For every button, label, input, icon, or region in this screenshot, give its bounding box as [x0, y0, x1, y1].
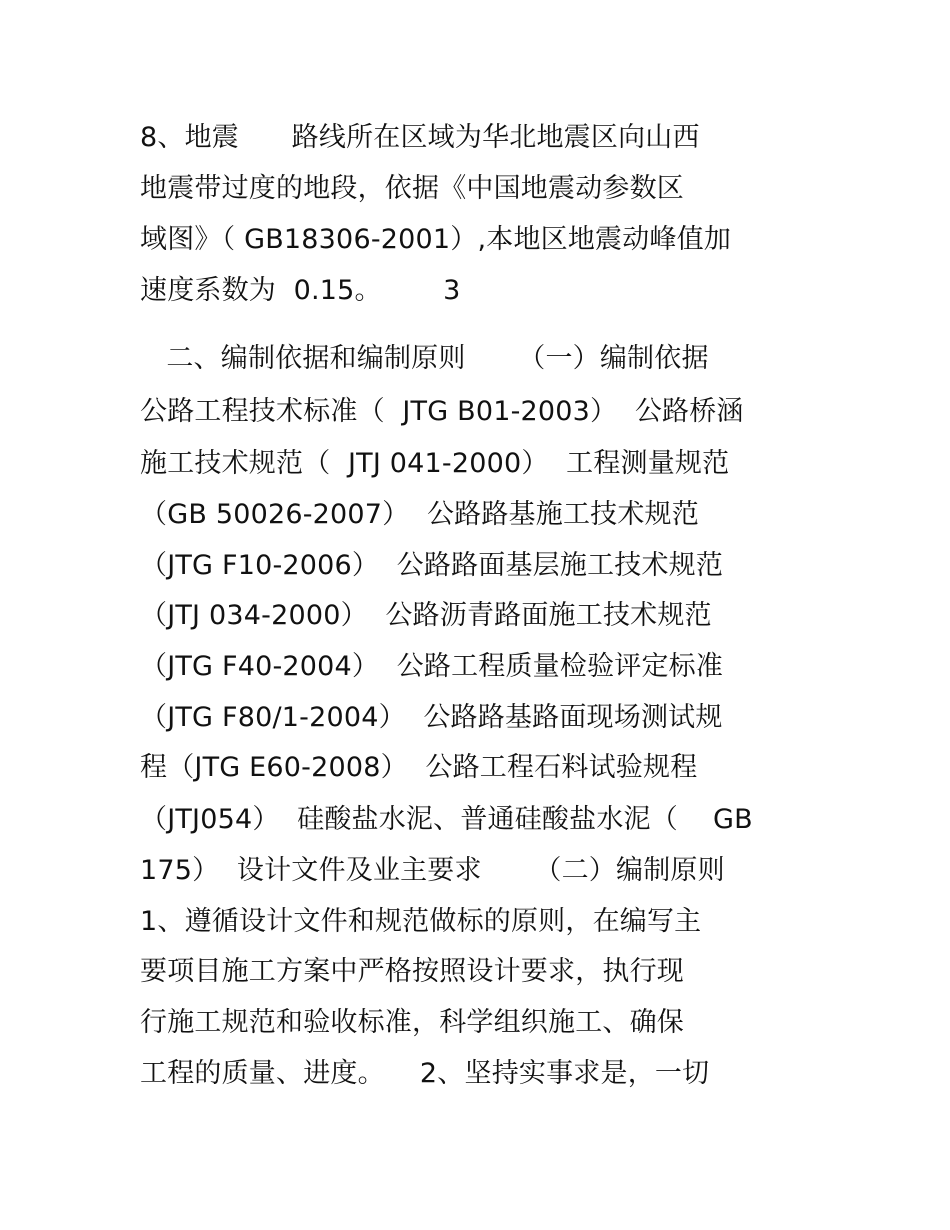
text-line: 地震带过度的地段，依据《中国地震动参数区: [140, 173, 684, 204]
text-line: （JTJ054） 硅酸盐水泥、普通硅酸盐水泥（ GB: [140, 804, 753, 835]
text-line: 速度系数为 0.15。 3: [140, 275, 461, 306]
text-line: 1、遵循设计文件和规范做标的原则，在编写主: [140, 906, 702, 937]
text-line: 175） 设计文件及业主要求 （二）编制原则: [140, 855, 725, 886]
text-line: 施工技术规范（ JTJ 041-2000） 工程测量规范: [140, 448, 730, 479]
text-line: 公路工程技术标准（ JTG B01-2003） 公路桥涵: [140, 396, 744, 427]
text-line: （GB 50026-2007） 公路路基施工技术规范: [140, 499, 699, 530]
text-line: 8、地震 路线所在区域为华北地震区向山西: [140, 122, 700, 153]
text-line: 工程的质量、进度。 2、坚持实事求是，一切: [140, 1058, 710, 1089]
section-heading-line: 二、编制依据和编制原则 （一）编制依据: [140, 343, 709, 374]
text-line: 程（JTG E60-2008） 公路工程石料试验规程: [140, 752, 698, 783]
text-line: （JTG F80/1-2004） 公路路基路面现场测试规: [140, 702, 723, 733]
text-line: 域图》（ GB18306-2001）,本地区地震动峰值加: [140, 224, 732, 255]
text-line: （JTJ 034-2000） 公路沥青路面施工技术规范: [140, 600, 712, 631]
text-line: （JTG F10-2006） 公路路面基层施工技术规范: [140, 550, 724, 581]
text-line: 要项目施工方案中严格按照设计要求，执行现: [140, 956, 684, 987]
text-line: （JTG F40-2004） 公路工程质量检验评定标准: [140, 651, 724, 682]
text-line: 行施工规范和验收标准，科学组织施工、确保: [140, 1007, 684, 1038]
